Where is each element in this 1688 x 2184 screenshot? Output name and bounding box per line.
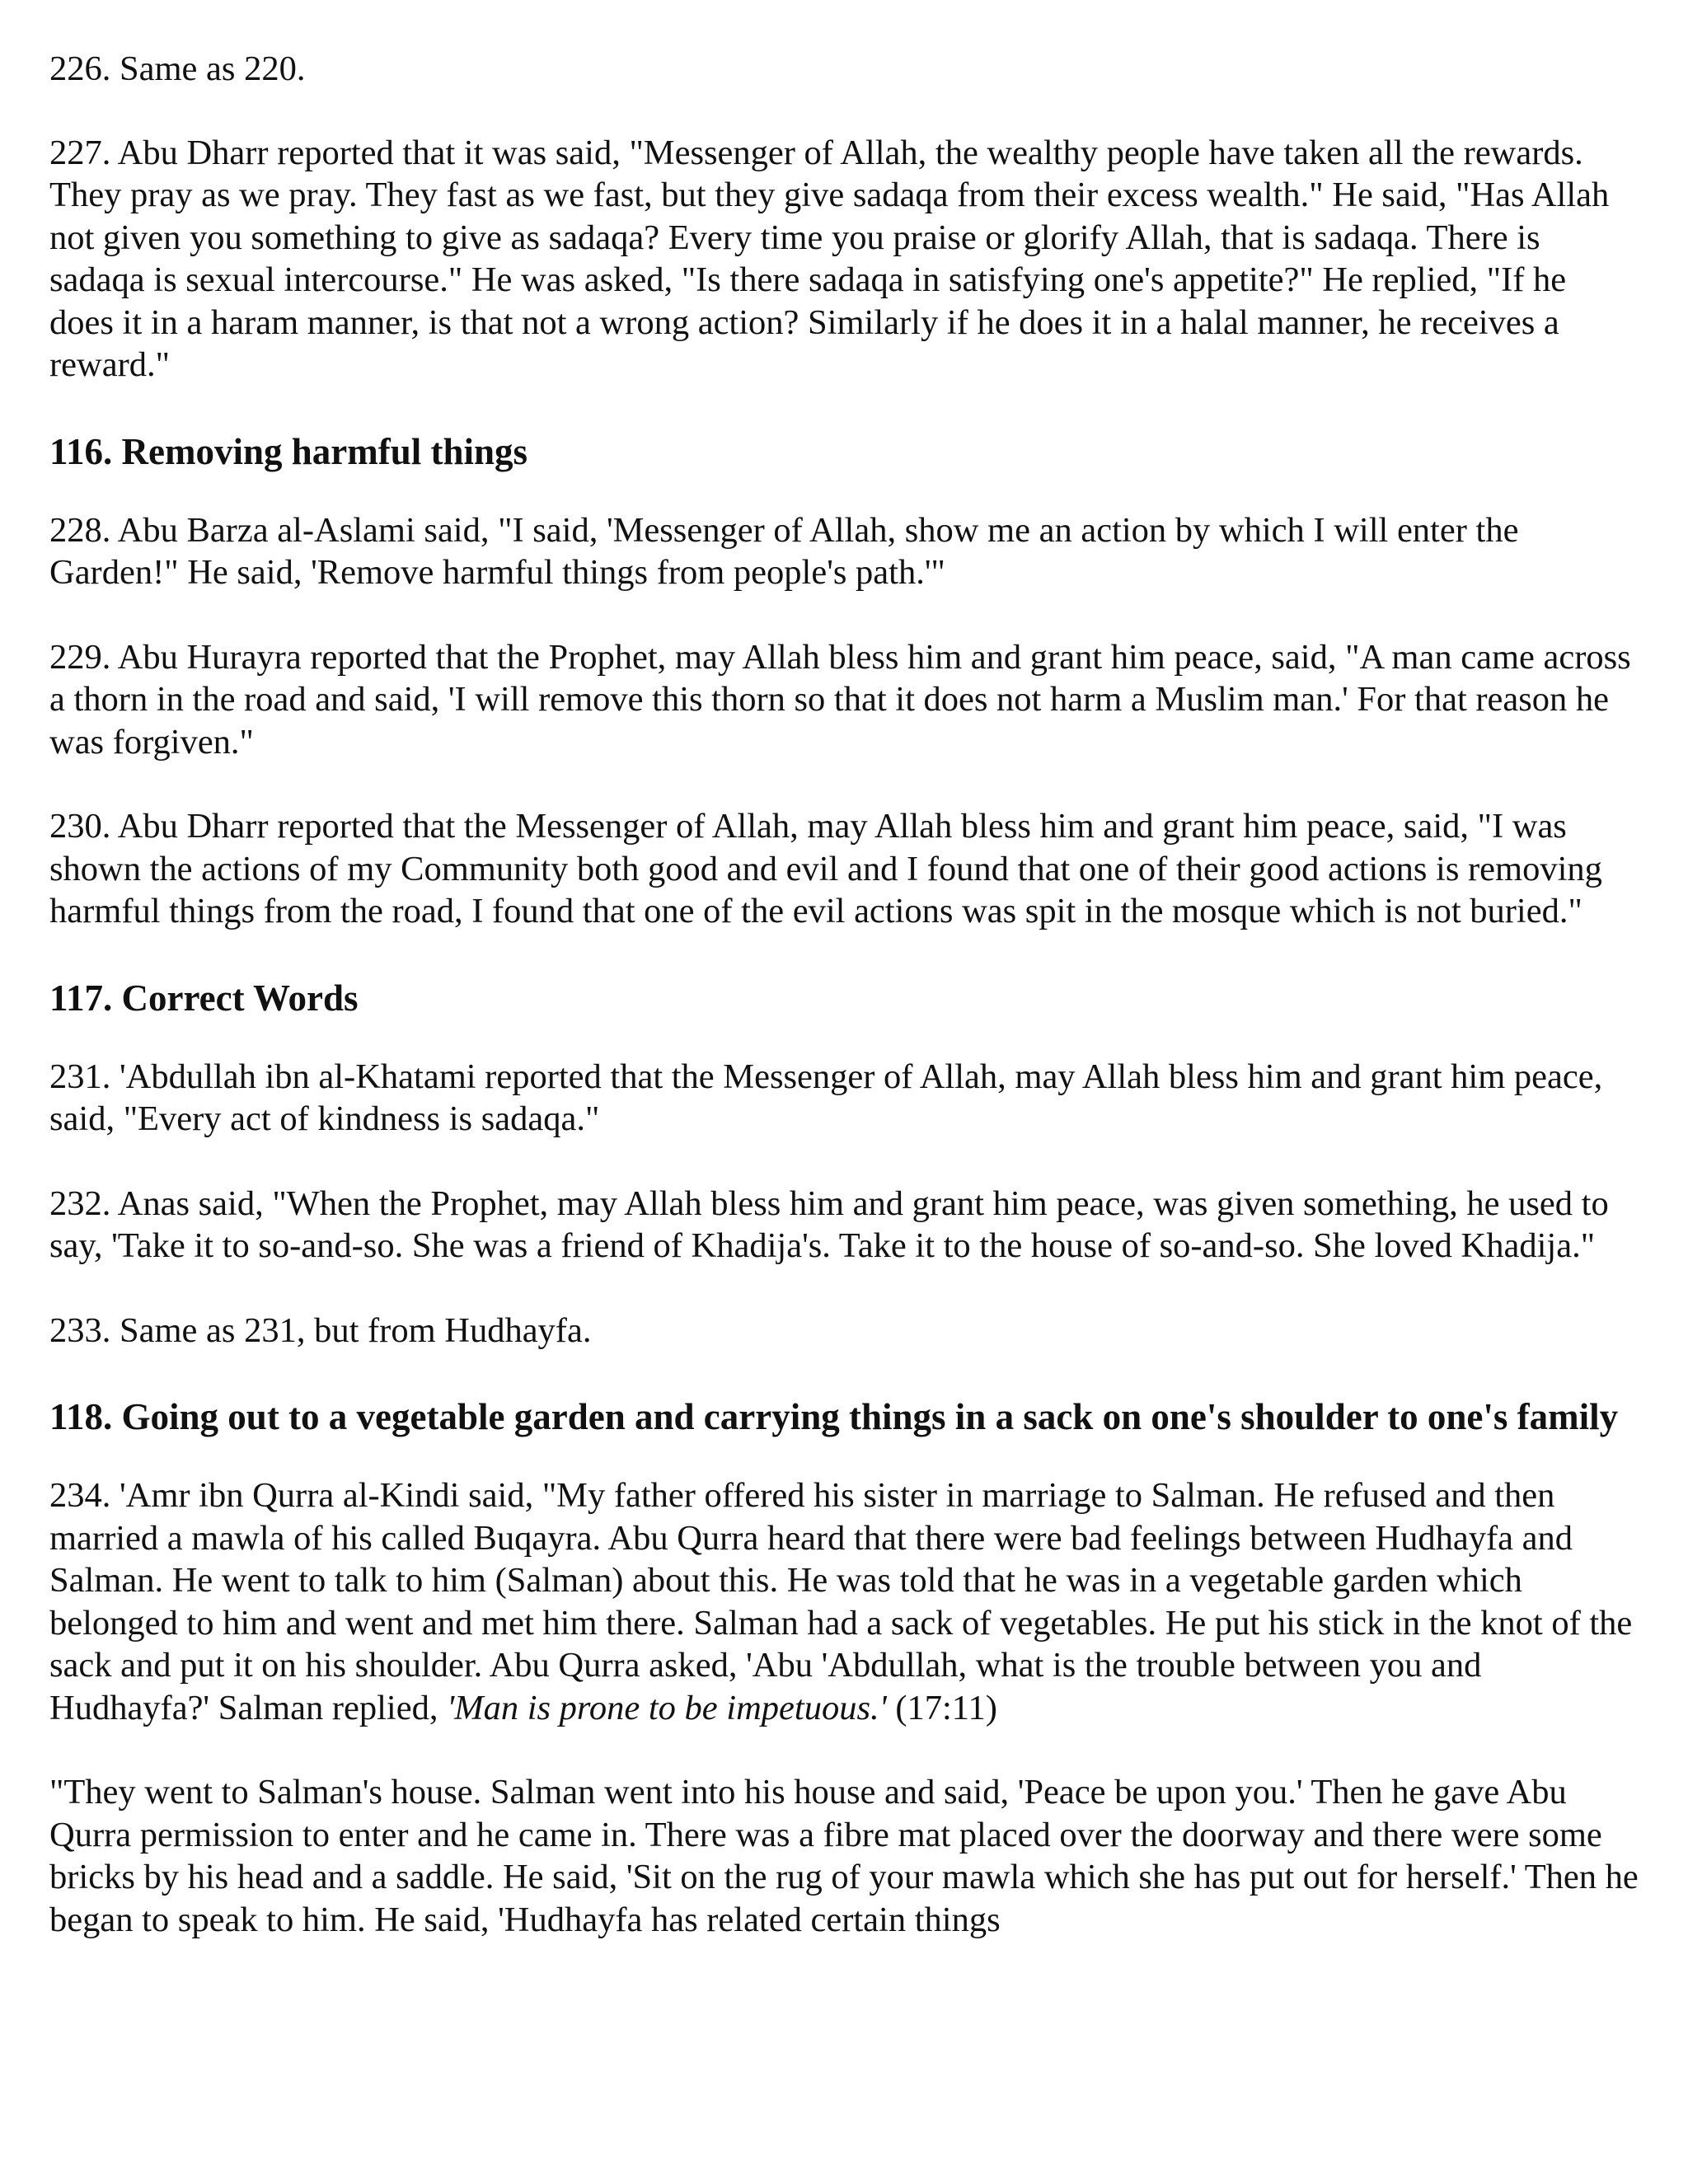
- paragraph-234: [49, 1474, 1639, 1729]
- paragraph-233: 233. Same as 231, but from Hudhayfa.: [49, 1310, 592, 1350]
- paragraph-234-text: 234. 'Amr ibn Qurra al-Kindi said, "My father offered his sister in marriage to Salman. He refused and then married a mawla of his called Buqayra. Abu Qurra heard that there were bad feelings between Hudhayfa and Salman. He went to talk to him (Salman) about this. He was told that he was in a vegetable garden which belonged to him and went and met him there. Salman had a sack of vegetables. He put his stick in the knot of the sack and put it on his shoulder. Abu Qurra asked, 'Abu 'Abdullah, what is the trouble between you and Hudhayfa?' Salman replied,: [49, 1476, 1633, 1727]
- section-heading-117: 117. Correct Words: [49, 977, 359, 1019]
- paragraph-230: 230. Abu Dharr reported that the Messenger of Allah, may Allah bless him and grant him peace, said, "I was shown the actions of my Community both good and evil and I found that one of their good actions is removing harmful things from the road, I found that one of the evil actions was spit in the mosque which is not buried.": [49, 807, 1602, 930]
- section-heading-116: 116. Removing harmful things: [49, 430, 528, 472]
- quran-reference: (17:11): [886, 1688, 997, 1727]
- paragraph-229: 229. Abu Hurayra reported that the Prophet, may Allah bless him and grant him peace, said, "A man came across a thorn in the road and said, 'I will remove this thorn so that it does not harm a Muslim man.' For that reason he was forgiven.": [49, 637, 1631, 762]
- paragraph-234-continued: "They went to Salman's house. Salman went into his house and said, 'Peace be upon you.' Then he gave Abu Qurra permission to enter and he came in. There was a fibre mat placed over the doorway and there were some bricks by his head and a saddle. He said, 'Sit on the rug of your mawla which she has put out for herself.' Then he began to speak to him. He said, 'Hudhayfa has related certain things: [49, 1773, 1639, 1939]
- quran-quote: 'Man is prone to be impetuous.': [447, 1688, 887, 1727]
- paragraph-231: 231. 'Abdullah ibn al-Khatami reported that the Messenger of Allah, may Allah bless him and grant him peace, said, "Every act of kindness is sadaqa.": [49, 1057, 1603, 1138]
- paragraph-232: 232. Anas said, "When the Prophet, may Allah bless him and grant him peace, was given something, he used to say, 'Take it to so-and-so. She was a friend of Khadija's. Take it to the house of so-and-so. She loved Khadija.": [49, 1183, 1609, 1265]
- paragraph-226: 226. Same as 220.: [49, 49, 306, 88]
- paragraph-227: 227. Abu Dharr reported that it was said, "Messenger of Allah, the wealthy people have taken all the rewards. They pray as we pray. They fast as we fast, but they give sadaqa from their excess wealth." He said, "Has Allah not given you something to give as sadaqa? Every time you praise or glorify Allah, that is sadaqa. There is sadaqa is sexual intercourse." He was asked, "Is there sadaqa in satisfying one's appetite?" He replied, "If he does it in a haram manner, is that not a wrong action? Similarly if he does it in a halal manner, he receives a reward.": [49, 133, 1610, 384]
- paragraph-228: 228. Abu Barza al-Aslami said, "I said, 'Messenger of Allah, show me an action by which I will enter the Garden!" He said, 'Remove harmful things from people's path.'": [49, 510, 1519, 592]
- section-heading-118: 118. Going out to a vegetable garden and carrying things in a sack on one's shoulder to one's family: [49, 1396, 1619, 1437]
